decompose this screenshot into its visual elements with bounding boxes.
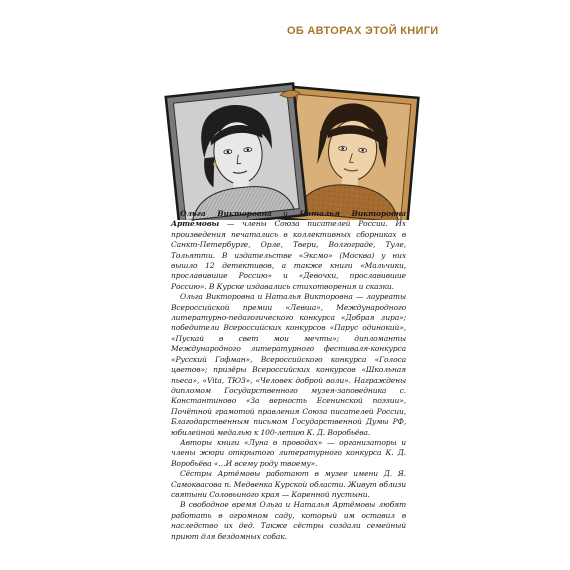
authors-biography [171,209,406,542]
bio-paragraph-2: Ольга Викторовна и Наталья Викторовна — лауреаты Всероссийской премии «Левша», Международного литературно-педагогического конкурса «Добрая лира»; победители Всероссийских конкурсов «Парус одинокий», «Пускай в свет мои мечты»; дипломанты Международного литературного фестиваля-конкурса «Русский Гофман», Всероссийского конкурса «Голоса цветов»; призёры Всероссийских конкурсов «Школьная пьеса», «Vita, ТЮЗ», «Человек доброй воли». Награждены дипломом Государственного музея-заповедника с. Константиново «За верность Есенинской поэзии», Почётной грамотой правления Союза писателей России, Благодарственным письмом Государственной Думы РФ, юбилейной медалью к 100-летию К. Д. Воробьёва. [171,292,406,437]
bio-paragraph-1: Ольга Викторовна и Наталья Викторовна Артёмовы — члены Союза писателей России. Их произведения печатались в коллективных сборниках в Санкт-Петербурге, Орле, Твери, Волгограде, Туле, Тольятти. В издательстве «Эксмо» (Москва) у них вышло 12 детективов, а также книги «Мальчики, прославившие Россию» и «Девочки, прославившие Россию». В Курске издавались стихотворения и сказки. [171,209,406,291]
portrait-olga [166,84,307,220]
bio-paragraph-4: Сёстры Артёмовы работают в музее имени Д. Я. Самоквасова п. Медвенка Курской области. Живут вблизи святыни Соловьиного края — Коренной пустыни. [171,469,406,499]
author-name-1: Ольга Викторовна [180,209,272,218]
author-name-2: Наталья Викторовна Артёмовы [171,209,406,229]
bio-paragraph-5: В свободное время Ольга и Наталья Артёмовы любят работать в огромном саду, который им оставил в наследство их дед. Также сёстры создали семейный приют для бездомных собак. [171,500,406,541]
authors-portraits-drawing [0,45,570,220]
section-title: ОБ АВТОРАХ ЭТОЙ КНИГИ [287,25,439,37]
authors-illustration [0,45,570,220]
page-header [0,22,570,40]
bio-paragraph-3: Авторы книги «Луна в проводах» — организаторы и члены жюри открытого литературного конкурса К. Д. Воробьёва «…И всему роду твоему». [171,437,406,468]
